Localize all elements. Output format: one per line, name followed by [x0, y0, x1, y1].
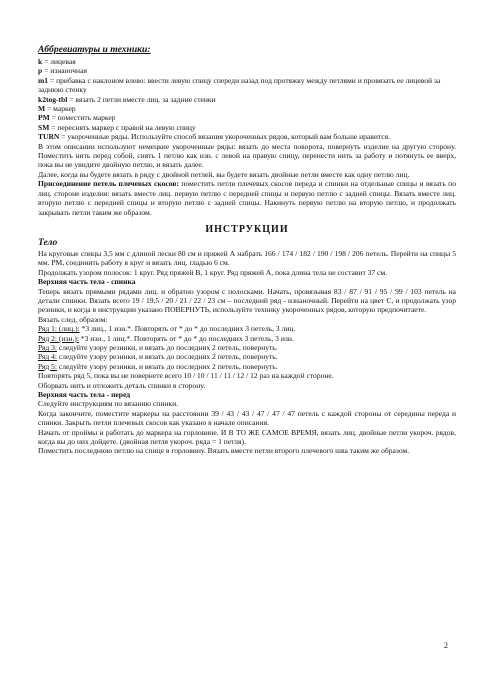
abbreviation-item [38, 123, 456, 132]
row-instruction [38, 362, 456, 371]
row-text: следуйте узору резинки, и вязать до последних 2 петель, повернуть. [56, 361, 278, 371]
row-label: Ряд 1: (лиц.): [38, 324, 80, 334]
body-paragraph: Продолжать узором полосок: 1 круг. Ряд пряжей В, 1 круг. Ряд пряжей А, пока длина тела не составит 37 см. [38, 267, 388, 277]
row-text: *3 изн., 1 лиц.*. Повторять от * до * до последних 3 петель, 3 изн. [78, 333, 294, 343]
cut-yarn-paragraph: Оборвать нить и отложить деталь спинки в сторону. [38, 380, 206, 390]
shoulder-join-text: поместить петли плечевых скосов переда и спинки на отдельные спицы и вязать по лиц. стороне изделия: вязать вместе лиц. первую петлю с передней спицы и первую петлю с задней спицы. Вязать вместе лиц. вторую петлю с передней спицы и вторую петлю с задней спицы. Накинуть первую петлю на вторую петлю, и продолжать закрывать петли таким же образом. [38, 179, 456, 217]
instructions-heading: ИНСТРУКЦИИ [205, 223, 289, 235]
row-list [38, 324, 456, 371]
shoulder-join-paragraph [38, 179, 456, 217]
row-text: следуйте узору резинки, и вязать до последних 2 петель, повернуть. [56, 352, 278, 362]
abbreviation-item [38, 76, 456, 95]
abbreviation-text: = укороченные ряды. Используйте способ вязания укороченных рядов, который вам больше нравится. [59, 132, 390, 142]
repeat-paragraph: Повторять ряд 5, пока вы не повернете всего 10 / 10 / 11 / 11 / 12 / 12 раз на каждой стороне. [38, 371, 334, 381]
abbreviation-item [38, 132, 456, 141]
front-paragraph: Поместить последнюю петлю на спице в горловину. Вязать вместе петли второго плечевого шва таким же образом. [38, 446, 410, 456]
double-stitch-paragraph: Далее, когда вы будете вязать в ряду с двойной петлей, вы будете вязать двойные петли вместе как одну петлю лиц. [38, 169, 410, 179]
back-paragraph: Вязать след. образом: [38, 314, 108, 324]
abbreviation-key: k2tog-tbl [38, 94, 68, 104]
front-paragraph: Начать от проймы и работать до маркера на горловине. И В ТО ЖЕ САМОЕ ВРЕМЯ, вязать лиц. двойные петли укороч. рядов, когда вы до них дойдете. (двойная петля укороч. ряда = 1 петля). [38, 427, 456, 447]
abbreviation-item [38, 95, 456, 104]
back-paragraph: Теперь вязать прямыми рядами лиц. и обратно узором с полосками. Начать, провязывая 83 / 87 / 91 / 95 / 99 / 103 петель на детали спинки. Вязать всего 19 / 19,5 / 20 / 21 / 22 / 23 см – последний ряд - изнаночный. Перейти на цвет С, и продолжать узор резинки, и когда в инструкции указано ПОВЕРНУТЬ, используйте технику укороченных рядов, которую предпочитаете. [38, 286, 456, 315]
row-label: Ряд 3: [38, 342, 57, 352]
abbreviation-text: = переснять маркер с правой на левую спицу [49, 122, 196, 132]
abbreviation-key: k [38, 57, 43, 66]
abbreviation-list [38, 57, 456, 142]
abbreviation-key: TURN [38, 132, 60, 142]
abbreviation-item [38, 113, 456, 122]
shoulder-join-label: Присоединение петель плечевых скосов: [38, 179, 179, 189]
abbreviation-key: SM [38, 122, 50, 132]
abbreviation-text: = вязать 2 петли вместе лиц. за задние стенки [67, 94, 216, 104]
abbreviation-item [38, 104, 456, 113]
row-label: Ряд 5: [38, 361, 57, 371]
row-text: *3 лиц., 1 изн.*. Повторять от * до * до последних 3 петель, 3 лиц. [79, 324, 296, 334]
abbreviations-heading: Аббревиатуры и техники: [38, 44, 151, 55]
row-instruction [38, 352, 456, 361]
abbreviation-text: = маркер [45, 104, 76, 114]
abbreviation-text: = прибавка с наклоном влево: ввести левую спицу спереди назад под протяжку между петлями и провязать ее лицевой за заднюю стенку [38, 75, 441, 95]
short-rows-paragraph: В этом описании используют немецкие укороченные ряды: вязать до места поворота, повернуть изделие на другую сторону. Поместить нить перед собой, снять 1 петлю как изн. с левой на правую спицу, перенести нить за работу и потянуть ее вверх, пока вы не увидите двойную петлю, и вязать далее. [38, 141, 456, 170]
row-label: Ряд 4: [38, 352, 57, 362]
abbreviation-key: m1 [38, 75, 49, 85]
abbreviation-item [38, 57, 456, 66]
abbreviation-text: = лицевая [42, 57, 76, 66]
body-section-title: Тело [38, 236, 58, 248]
abbreviation-text: = изнаночная [42, 66, 87, 76]
back-section-title: Верхняя часть тела - спинка [38, 277, 136, 287]
abbreviation-key: p [38, 66, 43, 76]
row-instruction [38, 334, 456, 343]
row-instruction [38, 324, 456, 333]
body-paragraph: На круговые спицы 3,5 мм с длиной лески 80 см и пряжей А набрать 166 / 174 / 182 / 190 / 198 / 206 петель. Перейти на спицы 5 мм. PM, соединить работу в круг и вязать лиц. гладью 6 см. [38, 248, 456, 268]
row-label: Ряд 2: (изн.): [38, 333, 79, 343]
abbreviation-item [38, 66, 456, 75]
abbreviation-text: = поместить маркер [49, 113, 116, 123]
row-instruction [38, 343, 456, 352]
front-paragraph: Когда закончите, поместите маркеры на расстоянии 39 / 43 / 43 / 47 / 47 / 47 петель с каждой стороны от середины переда и спинки. Закрыть петли плечевых скосов как указано в начале описания. [38, 408, 456, 428]
front-paragraph: Следуйте инструкциям по вязанию спинки. [38, 399, 179, 409]
abbreviation-key: PM [38, 113, 50, 123]
front-section-title: Верхняя часть тела - перед [38, 390, 131, 399]
page-number: 2 [444, 641, 448, 650]
abbreviation-key: M [38, 104, 46, 114]
row-text: следуйте узору резинки, и вязать до последних 2 петель, повернуть. [56, 342, 278, 352]
